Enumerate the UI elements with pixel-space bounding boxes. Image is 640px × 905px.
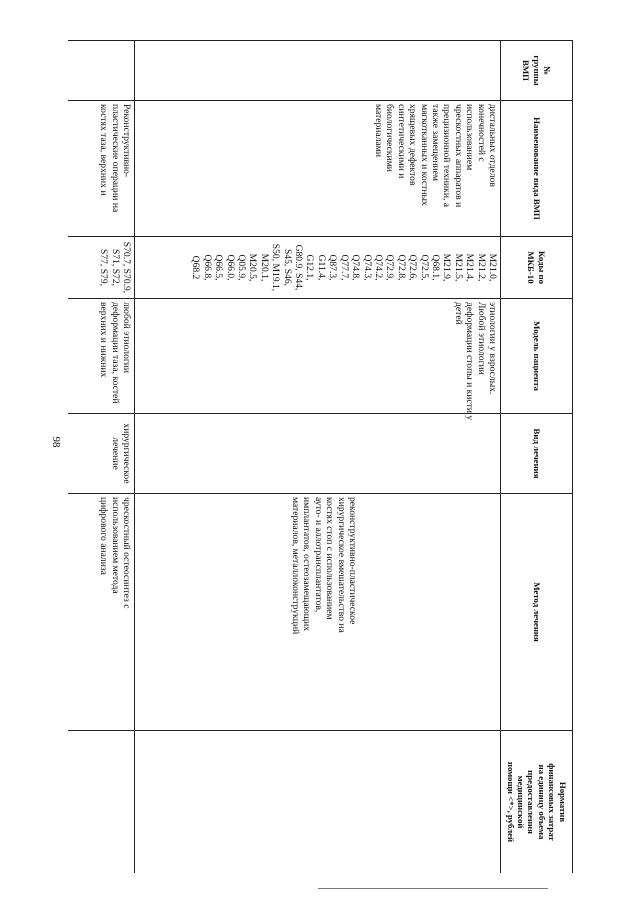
row1-type: [135, 414, 501, 494]
text-line: любой этиологии: [121, 302, 132, 374]
text-line: также замещением: [429, 104, 441, 182]
row1-model: [135, 299, 501, 421]
header-row: [501, 41, 573, 874]
text-line: ВМП: [521, 59, 532, 81]
text-line: деформации стопы и кисти у: [464, 302, 476, 421]
text-line: Коды по: [536, 250, 547, 285]
text-line: помощи <*>, рублей: [505, 761, 516, 843]
text-line: группы: [531, 55, 542, 86]
page-number: 98: [50, 436, 62, 448]
text-line: Модель пациента: [531, 321, 542, 391]
header-method: [501, 494, 573, 731]
text-line: M21.0,: [487, 253, 498, 282]
row1-name: [135, 101, 501, 237]
header-group: [501, 41, 573, 101]
row2-codes: [68, 237, 135, 299]
text-line: Реконструктивно-: [121, 104, 132, 178]
text-line: Q68.1,: [429, 254, 441, 281]
text-line: цифрового анализа: [98, 497, 110, 575]
header-type: [501, 414, 573, 494]
text-line: Вид лечения: [531, 428, 542, 479]
text-line: Q05.9,: [236, 254, 248, 281]
text-line: Наименование вида ВМП: [531, 117, 542, 220]
text-line: M21.9,: [441, 253, 453, 282]
text-line: костях стоп с использованием: [324, 497, 336, 620]
text-line: прецизионной техники, а: [441, 104, 453, 208]
text-line: Q77.7,: [338, 254, 350, 281]
text-line: S77, S79,: [98, 248, 110, 287]
row1-method-text: [290, 497, 358, 727]
text-line: хирургическое: [121, 423, 132, 484]
text-line: предоставления: [526, 770, 537, 834]
vmp-table: [68, 40, 573, 873]
text-line: чрескостных аппаратов и: [452, 104, 464, 208]
text-line: S71, S72,: [109, 248, 121, 287]
text-line: конечностей с: [475, 104, 487, 162]
text-line: материалов, металлоконструкций: [289, 497, 301, 635]
text-line: M21.5,: [452, 253, 464, 282]
row2-type: [68, 414, 135, 494]
text-line: Q68.2: [190, 255, 202, 280]
text-line: Q66.0,: [224, 254, 236, 281]
header-name: [501, 101, 573, 237]
text-line: M20.5,: [247, 253, 259, 282]
text-line: дистальных отделов: [487, 104, 498, 187]
row2-group: [68, 41, 135, 101]
text-line: деформации таза, костей: [109, 302, 121, 404]
text-line: Q87.3,: [327, 254, 339, 281]
row2-name: [68, 101, 135, 237]
text-line: Любой этиологии: [475, 302, 487, 375]
header-norm: [501, 731, 573, 874]
text-line: Q74.8,: [350, 254, 362, 281]
text-line: верхних и нижних: [98, 302, 110, 378]
text-line: реконструктивно-пластическое: [347, 497, 358, 625]
text-line: биологическими: [384, 104, 396, 172]
text-line: имплантатов, остеозамещающих: [301, 497, 313, 632]
text-line: G80.9, S44,: [293, 244, 305, 291]
text-line: детей: [452, 302, 464, 325]
header-model: [501, 299, 573, 414]
text-line: медицинской: [516, 775, 527, 829]
row1-codes: [135, 237, 501, 299]
text-line: этиологии у взрослых.: [487, 302, 498, 395]
text-line: ауто- и аллотрансплантатов,: [312, 497, 324, 613]
text-line: M20.1,: [258, 253, 270, 282]
rotated-table-frame: [68, 40, 573, 873]
text-line: использованием: [464, 104, 476, 171]
text-line: M21.4,: [464, 253, 476, 282]
text-line: МКБ-10: [526, 251, 537, 284]
text-line: Q72.5,: [418, 254, 430, 281]
text-line: пластические операции на: [109, 104, 121, 213]
text-line: Q74.3,: [361, 254, 373, 281]
row2-model: [68, 299, 135, 414]
row1-group: [135, 41, 501, 101]
text-line: хирургическое вмешательство на: [335, 497, 347, 633]
text-line: G12.1,: [304, 254, 316, 281]
text-line: №: [542, 66, 553, 75]
text-line: M21.2,: [475, 253, 487, 282]
text-line: Q72.6,: [407, 254, 419, 281]
row2-norm: [68, 731, 135, 874]
text-line: Метод лечения: [531, 582, 542, 642]
text-line: материалами: [372, 104, 384, 157]
text-line: хрящевых дефектов: [407, 104, 419, 186]
text-line: на единицу объема: [536, 764, 547, 840]
table-row: [68, 41, 135, 874]
text-line: Q66.8,: [201, 254, 213, 281]
table-row: [135, 41, 501, 874]
text-line: S45, S46,: [281, 248, 293, 287]
header-codes: [501, 237, 573, 299]
text-line: чрескостный остеосинтез с: [121, 497, 132, 609]
text-line: S70.7, S70.9,: [121, 241, 132, 294]
text-line: Q72.9,: [384, 254, 396, 281]
text-line: костях таза, верхних и: [98, 104, 110, 196]
text-line: использованием метода: [109, 497, 121, 594]
text-line: Q66.5,: [213, 254, 225, 281]
text-line: лечение: [109, 437, 121, 470]
bottom-rule: [318, 888, 548, 889]
text-line: Норматив: [557, 781, 568, 823]
row1-norm: [135, 731, 501, 874]
text-line: синтетическими и: [395, 104, 407, 179]
text-line: G11.4,: [315, 254, 327, 281]
text-line: финансовых затрат: [547, 763, 558, 841]
row1-method: [135, 494, 501, 731]
text-line: Q72.8,: [395, 254, 407, 281]
row2-method: [68, 494, 135, 731]
text-line: мягкотканных и костных: [418, 104, 430, 206]
text-line: S50, M19.1,: [270, 243, 282, 292]
text-line: Q74.2,: [372, 254, 384, 281]
